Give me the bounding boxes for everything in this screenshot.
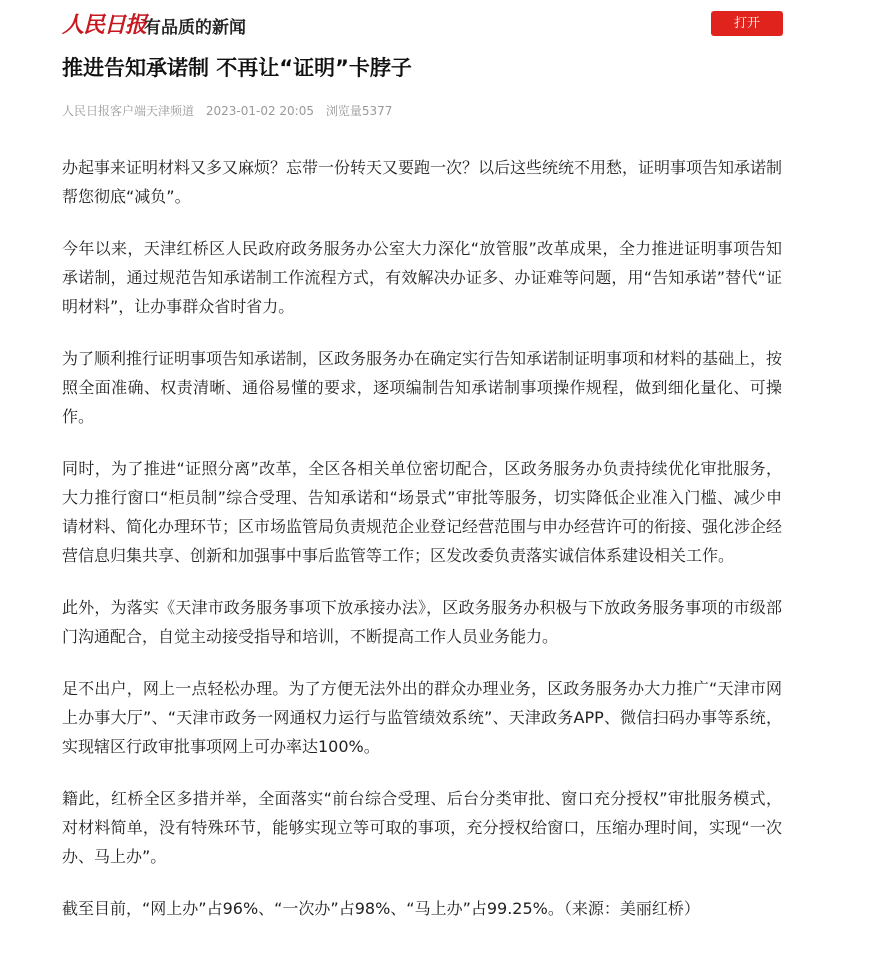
people-daily-logo[interactable]: 人民日报 xyxy=(62,12,147,38)
article-paragraph: 籍此，红桥全区多措并举，全面落实“前台综合受理、后台分类审批、窗口充分授权”审批服务模式，对材料简单，没有特殊环节，能够实现立等可取的事项，充分授权给窗口，压缩办理时间，实现“一次办、马上办”。 xyxy=(62,789,782,866)
open-app-button[interactable]: 打开 xyxy=(711,11,783,36)
slogan: 有品质的新闻 xyxy=(144,18,246,38)
article-paragraph: 为了顺利推行证明事项告知承诺制，区政务服务办在确定实行告知承诺制证明事项和材料的基础上，按照全面准确、权责清晰、通俗易懂的要求，逐项编制告知承诺制事项操作规程，做到细化量化、可操作。 xyxy=(62,349,783,426)
article-meta xyxy=(62,102,400,119)
article-paragraph: 今年以来，天津红桥区人民政府政务服务办公室大力深化“放管服”改革成果，全力推进证明事项告知承诺制，通过规范告知承诺制工作流程方式，有效解决办证多、办证难等问题，用“告知承诺”替代“证明材料”，让办事群众省时省力。 xyxy=(62,239,782,316)
article-paragraph: 同时，为了推进“证照分离”改革，全区各相关单位密切配合，区政务服务办负责持续优化审批服务，大力推行窗口“柜员制”综合受理、告知承诺和“场景式”审批等服务，切实降低企业准入门槛、减少申请材料、简化办理环节；区市场监管局负责规范企业登记经营范围与申办经营许可的衔接、强化涉企经营信息归集共享、创新和加强事中事后监管等工作；区发改委负责落实诚信体系建设相关工作。 xyxy=(62,459,783,565)
top-bar xyxy=(0,0,875,46)
article-paragraph: 办起事来证明材料又多又麻烦？忘带一份转天又要跑一次？以后这些统统不用愁，证明事项告知承诺制帮您彻底“减负”。 xyxy=(62,158,783,206)
article-datetime: 2023-01-02 20:05 xyxy=(205,104,314,118)
article-body xyxy=(62,153,782,946)
article-title: 推进告知承诺制 不再让“证明”卡脖子 xyxy=(62,56,412,80)
article-views: 浏览量5377 xyxy=(325,104,393,118)
article-paragraph: 截至目前，“网上办”占96%、“一次办”占98%、“马上办”占99.25%。（来源：美丽红桥） xyxy=(62,899,700,918)
article-source: 人民日报客户端天津频道 xyxy=(62,104,195,118)
article-paragraph: 足不出户，网上一点轻松办理。为了方便无法外出的群众办理业务，区政务服务办大力推广“天津市网上办事大厅”、“天津市政务一网通权力运行与监管绩效系统”、天津政务APP、微信扫码办事等系统，实现辖区行政审批事项网上可办率达100%。 xyxy=(62,679,782,756)
article-paragraph: 此外，为落实《天津市政务服务事项下放承接办法》，区政务服务办积极与下放政务服务事项的市级部门沟通配合，自觉主动接受指导和培训，不断提高工作人员业务能力。 xyxy=(62,598,782,646)
